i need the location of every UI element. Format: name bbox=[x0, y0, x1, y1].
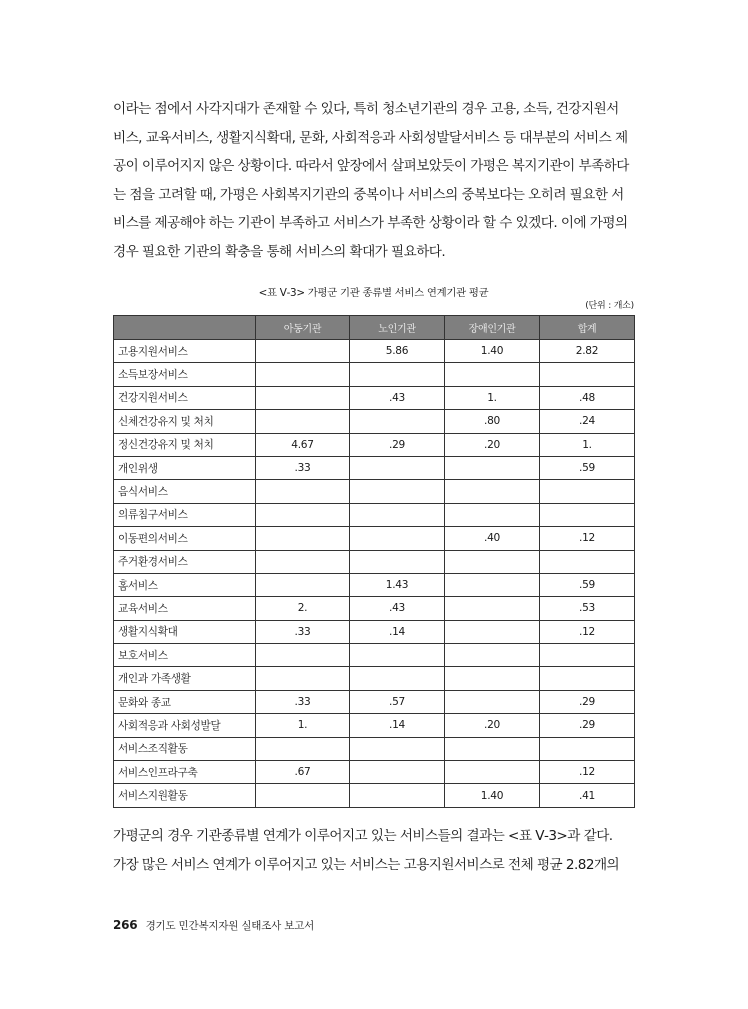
body-paragraph-bottom bbox=[113, 822, 641, 879]
value-cell bbox=[256, 527, 350, 550]
value-cell: .12 bbox=[540, 527, 635, 550]
value-cell bbox=[350, 761, 445, 784]
value-cell bbox=[445, 550, 540, 573]
table-row bbox=[114, 761, 635, 784]
value-cell bbox=[350, 503, 445, 526]
value-cell: 1.43 bbox=[350, 573, 445, 596]
value-cell bbox=[445, 737, 540, 760]
value-cell bbox=[540, 550, 635, 573]
value-cell bbox=[445, 503, 540, 526]
value-cell: .12 bbox=[540, 620, 635, 643]
table-row bbox=[114, 573, 635, 596]
value-cell bbox=[445, 597, 540, 620]
row-label-cell: 서비스인프라구축 bbox=[114, 761, 256, 784]
value-cell bbox=[256, 667, 350, 690]
table-row bbox=[114, 410, 635, 433]
value-cell bbox=[350, 550, 445, 573]
value-cell: .43 bbox=[350, 597, 445, 620]
table-header-row bbox=[114, 316, 635, 340]
value-cell: 1. bbox=[445, 386, 540, 409]
paragraph-line: 비스를 제공해야 하는 기관이 부족하고 서비스가 부족한 상황이라 할 수 있겠다. 이에 가평의 bbox=[113, 215, 628, 232]
row-label-cell: 소득보장서비스 bbox=[114, 363, 256, 386]
value-cell: .59 bbox=[540, 456, 635, 479]
service-linkage-table bbox=[113, 315, 635, 808]
value-cell bbox=[540, 480, 635, 503]
value-cell bbox=[540, 644, 635, 667]
value-cell bbox=[445, 620, 540, 643]
row-label-cell: 정신건강유지 및 처치 bbox=[114, 433, 256, 456]
page-footer bbox=[113, 918, 314, 933]
row-label-cell: 음식서비스 bbox=[114, 480, 256, 503]
value-cell bbox=[256, 480, 350, 503]
table-row bbox=[114, 784, 635, 807]
row-label-cell: 서비스조직활동 bbox=[114, 737, 256, 760]
value-cell: .41 bbox=[540, 784, 635, 807]
value-cell: .14 bbox=[350, 620, 445, 643]
value-cell bbox=[256, 737, 350, 760]
table-row bbox=[114, 690, 635, 713]
value-cell bbox=[350, 456, 445, 479]
value-cell: .33 bbox=[256, 620, 350, 643]
value-cell bbox=[445, 667, 540, 690]
value-cell: .80 bbox=[445, 410, 540, 433]
value-cell bbox=[256, 363, 350, 386]
table-header-cell: 노인기관 bbox=[350, 316, 445, 340]
value-cell: .33 bbox=[256, 690, 350, 713]
table-row bbox=[114, 737, 635, 760]
table-row bbox=[114, 480, 635, 503]
row-label-cell: 건강지원서비스 bbox=[114, 386, 256, 409]
paragraph-line: 비스, 교육서비스, 생활지식확대, 문화, 사회적응과 사회성발달서비스 등 대부분의 서비스 제 bbox=[113, 129, 628, 146]
row-label-cell: 문화와 종교 bbox=[114, 690, 256, 713]
value-cell bbox=[540, 363, 635, 386]
paragraph-line: 가평군의 경우 기관종류별 연계가 이루어지고 있는 서비스들의 결과는 <표 Ⅴ-3>과 같다. bbox=[113, 828, 613, 844]
row-label-cell: 홈서비스 bbox=[114, 573, 256, 596]
value-cell: .20 bbox=[445, 714, 540, 737]
value-cell: 2. bbox=[256, 597, 350, 620]
table-row bbox=[114, 620, 635, 643]
value-cell: 1. bbox=[540, 433, 635, 456]
value-cell: .24 bbox=[540, 410, 635, 433]
table-caption: <표 Ⅴ-3> 가평군 기관 종류별 서비스 연계기관 평균 bbox=[258, 287, 489, 299]
value-cell bbox=[256, 386, 350, 409]
value-cell: 1. bbox=[256, 714, 350, 737]
value-cell: .33 bbox=[256, 456, 350, 479]
paragraph-line: 가장 많은 서비스 연계가 이루어지고 있는 서비스는 고용지원서비스로 전체 평균 2.82개의 bbox=[113, 856, 620, 873]
paragraph-line: 는 점을 고려할 때, 가평은 사회복지기관의 중복이나 서비스의 중복보다는 오히려 필요한 서 bbox=[113, 186, 624, 203]
value-cell bbox=[445, 690, 540, 713]
value-cell: 1.40 bbox=[445, 784, 540, 807]
page-number: 266 bbox=[113, 918, 138, 932]
value-cell bbox=[350, 667, 445, 690]
paragraph-line: 이라는 점에서 사각지대가 존재할 수 있다, 특히 청소년기관의 경우 고용, 소득, 건강지원서 bbox=[113, 101, 619, 117]
table-row bbox=[114, 386, 635, 409]
table-header-cell: 합계 bbox=[540, 316, 635, 340]
value-cell: .43 bbox=[350, 386, 445, 409]
row-label-cell: 교육서비스 bbox=[114, 597, 256, 620]
value-cell bbox=[540, 737, 635, 760]
table-header-cell bbox=[114, 316, 256, 340]
body-paragraph-top bbox=[113, 95, 641, 267]
value-cell bbox=[540, 667, 635, 690]
value-cell: .12 bbox=[540, 761, 635, 784]
value-cell bbox=[256, 644, 350, 667]
value-cell bbox=[445, 480, 540, 503]
value-cell bbox=[350, 410, 445, 433]
table-row bbox=[114, 667, 635, 690]
paragraph-line: 공이 이루어지지 않은 상황이다. 따라서 앞장에서 살펴보았듯이 가평은 복지기관이 부족하다 bbox=[113, 158, 629, 175]
value-cell bbox=[350, 784, 445, 807]
value-cell: .29 bbox=[540, 714, 635, 737]
table-row bbox=[114, 433, 635, 456]
table-header-cell: 아동기관 bbox=[256, 316, 350, 340]
value-cell: .29 bbox=[350, 433, 445, 456]
table-row bbox=[114, 714, 635, 737]
table-row bbox=[114, 550, 635, 573]
value-cell bbox=[256, 340, 350, 363]
value-cell: 1.40 bbox=[445, 340, 540, 363]
value-cell: 5.86 bbox=[350, 340, 445, 363]
table-row bbox=[114, 340, 635, 363]
row-label-cell: 사회적응과 사회성발달 bbox=[114, 714, 256, 737]
value-cell bbox=[445, 761, 540, 784]
value-cell bbox=[445, 456, 540, 479]
table-row bbox=[114, 503, 635, 526]
value-cell: .29 bbox=[540, 690, 635, 713]
value-cell bbox=[350, 644, 445, 667]
row-label-cell: 서비스지원활동 bbox=[114, 784, 256, 807]
row-label-cell: 의류침구서비스 bbox=[114, 503, 256, 526]
value-cell: .57 bbox=[350, 690, 445, 713]
value-cell: .53 bbox=[540, 597, 635, 620]
value-cell: 2.82 bbox=[540, 340, 635, 363]
table-body bbox=[114, 340, 635, 808]
value-cell: .48 bbox=[540, 386, 635, 409]
value-cell: .40 bbox=[445, 527, 540, 550]
value-cell: .67 bbox=[256, 761, 350, 784]
table-row bbox=[114, 597, 635, 620]
value-cell bbox=[256, 573, 350, 596]
value-cell bbox=[445, 644, 540, 667]
value-cell bbox=[445, 363, 540, 386]
value-cell bbox=[350, 527, 445, 550]
value-cell bbox=[350, 480, 445, 503]
value-cell: 4.67 bbox=[256, 433, 350, 456]
value-cell: .14 bbox=[350, 714, 445, 737]
table-row bbox=[114, 644, 635, 667]
value-cell bbox=[256, 410, 350, 433]
row-label-cell: 이동편의서비스 bbox=[114, 527, 256, 550]
row-label-cell: 생활지식확대 bbox=[114, 620, 256, 643]
footer-title: 경기도 민간복지자원 실태조사 보고서 bbox=[145, 920, 315, 932]
value-cell bbox=[256, 503, 350, 526]
value-cell bbox=[256, 784, 350, 807]
table-unit-note: (단위 : 개소) bbox=[585, 301, 634, 311]
row-label-cell: 개인위생 bbox=[114, 456, 256, 479]
value-cell bbox=[256, 550, 350, 573]
value-cell bbox=[445, 573, 540, 596]
table-row bbox=[114, 363, 635, 386]
row-label-cell: 보호서비스 bbox=[114, 644, 256, 667]
paragraph-line: 경우 필요한 기관의 확충을 통해 서비스의 확대가 필요하다. bbox=[113, 243, 446, 260]
row-label-cell: 개인과 가족생활 bbox=[114, 667, 256, 690]
row-label-cell: 고용지원서비스 bbox=[114, 340, 256, 363]
table-row bbox=[114, 456, 635, 479]
value-cell bbox=[540, 503, 635, 526]
value-cell bbox=[350, 363, 445, 386]
value-cell bbox=[350, 737, 445, 760]
value-cell: .59 bbox=[540, 573, 635, 596]
table-row bbox=[114, 527, 635, 550]
table-header-cell: 장애인기관 bbox=[445, 316, 540, 340]
row-label-cell: 신체건강유지 및 처치 bbox=[114, 410, 256, 433]
value-cell: .20 bbox=[445, 433, 540, 456]
row-label-cell: 주거환경서비스 bbox=[114, 550, 256, 573]
